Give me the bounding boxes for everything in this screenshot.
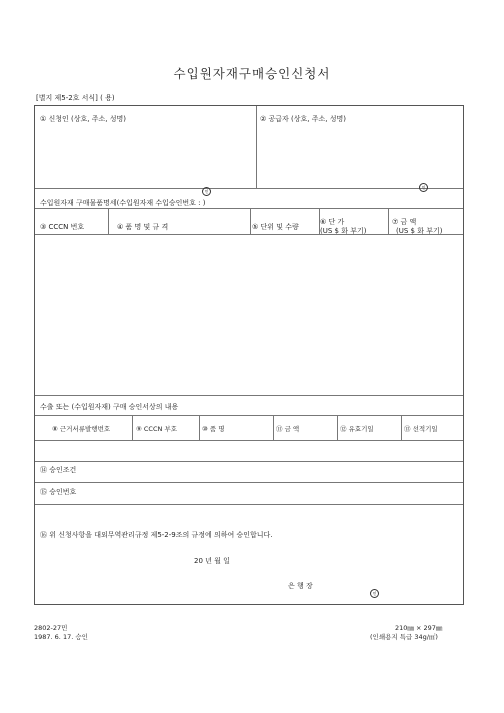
divider-export-header-bottom [35, 440, 463, 441]
export-col-item: ⑩ 품 명 [202, 425, 225, 433]
column-amount: ⑦ 금 액 [392, 218, 417, 226]
divider-items-bottom [35, 395, 463, 396]
column-cccn: ③ CCCN 번호 [40, 223, 85, 231]
column-amount-currency: (US $ 화 부기) [396, 227, 443, 235]
column-item: ④ 품 명 및 규 격 [117, 223, 169, 231]
divider-conditions-bottom [35, 482, 463, 483]
export-col-doc-no: ⑧ 근거서류발행번호 [52, 425, 111, 433]
divider-detail-title-bottom [35, 208, 463, 209]
divider-export-col-4 [337, 415, 338, 440]
approval-statement: ⑯ 위 신청사항을 대외무역관리규정 제5-2-9조의 규정에 의하여 승인합니다. [40, 531, 273, 539]
page-title: 수입원자재구매승인신청서 [173, 66, 331, 81]
footer-form-number: 2802-27민 [34, 624, 68, 632]
divider-export-col-5 [401, 415, 402, 440]
bank-head-label: 은 행 장 [288, 582, 313, 590]
detail-title: 수입원자재 구매물품명세(수입원자재 수입승인번호 : ) [40, 199, 206, 207]
divider-col-1 [108, 208, 109, 234]
supplier-seal [419, 174, 428, 193]
divider-col-2 [250, 208, 251, 234]
divider-col-4 [388, 208, 389, 234]
divider-export-title-bottom [35, 415, 463, 416]
applicant-seal-mark: 인 [202, 187, 211, 196]
export-col-cccn: ⑨ CCCN 부호 [136, 425, 177, 433]
applicant-label: ① 신청인 (상호, 주소, 성명) [40, 115, 126, 123]
applicant-seal [202, 178, 211, 197]
approval-number-label: ⑮ 승인번호 [40, 488, 77, 496]
divider-export-values-bottom [35, 461, 463, 462]
export-col-ship-date: ⑬ 선적기일 [404, 425, 438, 433]
divider-approval-no-bottom [35, 504, 463, 505]
export-col-amount: ⑪ 금 액 [276, 425, 300, 433]
export-title: 수출 또는 (수입원자재) 구매 승인서상의 내용 [40, 403, 179, 411]
form-reference: [별지 제5-2호 서식] ( 용) [36, 94, 115, 102]
export-col-valid-date: ⑫ 유효기일 [340, 425, 374, 433]
footer-paper-size: 210㎜ × 297㎜ [395, 624, 443, 632]
approval-conditions-label: ⑭ 승인조건 [40, 466, 77, 474]
supplier-seal-mark: 인 [419, 183, 428, 192]
footer-approval-date: 1987. 6. 17. 승인 [34, 633, 88, 641]
bank-head-seal [370, 580, 379, 599]
divider-applicant-bottom [35, 188, 463, 189]
column-unit-quantity: ⑤ 단위 및 수량 [252, 223, 299, 231]
date-line: 20 년 월 일 [194, 557, 230, 565]
divider-export-col-3 [273, 415, 274, 440]
divider-export-col-1 [132, 415, 133, 440]
divider-applicant-supplier [256, 106, 257, 188]
column-unit-price-currency: (US $ 화 부기) [320, 227, 367, 235]
column-unit-price: ⑥ 단 가 [320, 218, 345, 226]
footer-paper-spec: (인쇄용지 특급 34g/㎡) [370, 633, 438, 641]
supplier-label: ② 공급자 (상호, 주소, 성명) [260, 115, 346, 123]
divider-export-col-2 [199, 415, 200, 440]
bank-head-seal-mark: 인 [370, 589, 379, 598]
